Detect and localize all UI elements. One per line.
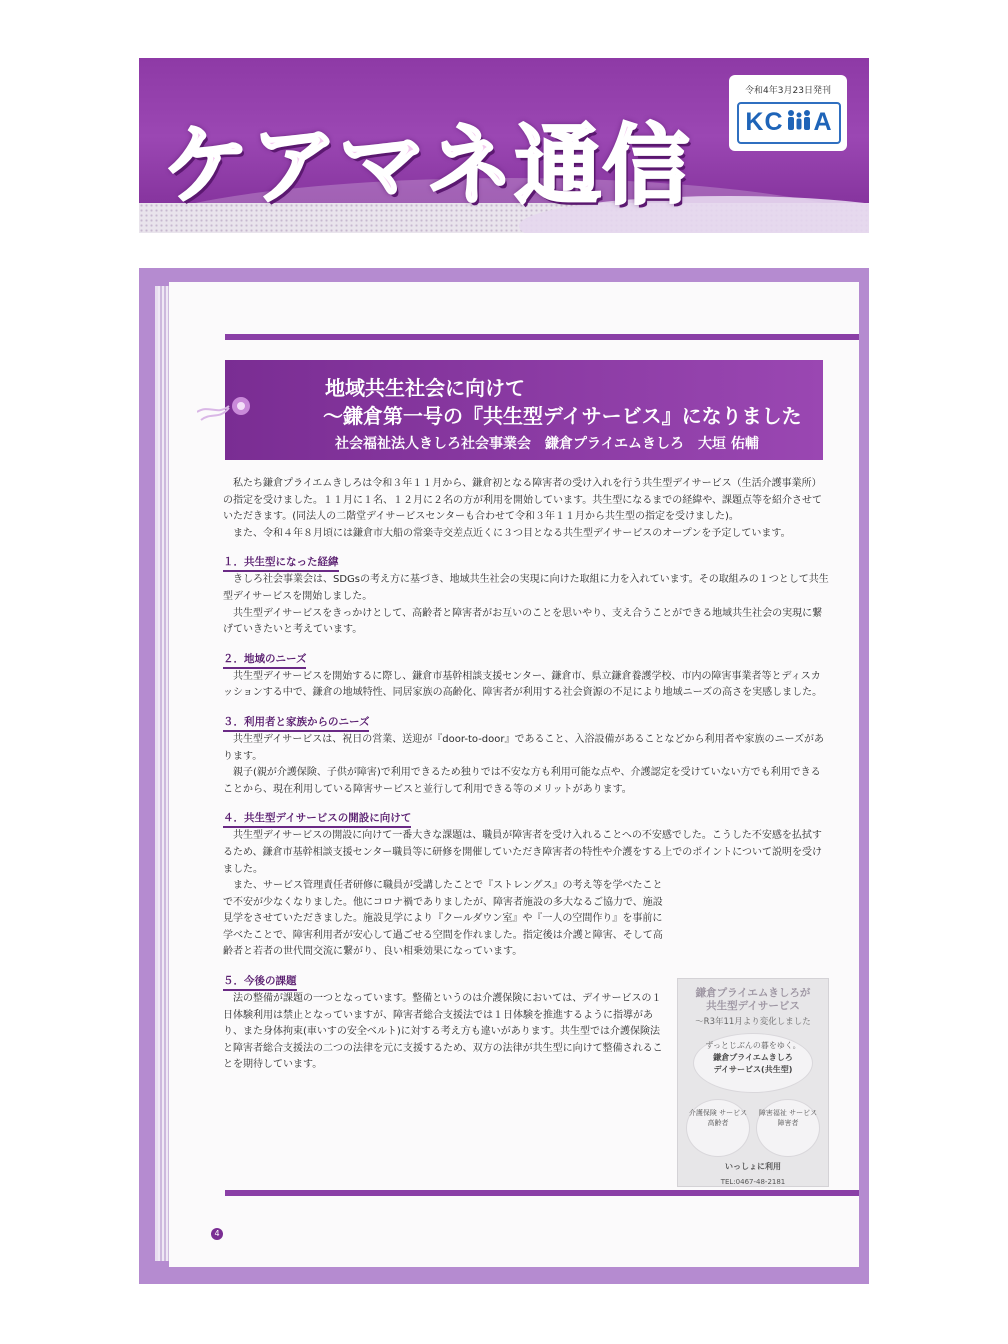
issue-info-box (729, 75, 847, 151)
flyer-phone: TEL:0467-48-2181 (720, 1178, 786, 1186)
section-heading: ４．共生型デイサービスの開設に向けて (223, 811, 411, 828)
day-service-flyer (677, 978, 829, 1187)
scanned-page (139, 268, 869, 1284)
section-paragraph: 共生型デイサービスを開始するに際し、鎌倉市基幹相談支援センター、鎌倉市、県立鎌倉養護学校、市内の障害事業者等とディスカッションする中で、鎌倉の地域特性、同居家族の高齢化、障害者が利用する社会資源の不足により地域ニーズの高さを実感しました。 (223, 670, 823, 699)
section-heading: ３．利用者と家族からのニーズ (223, 715, 369, 732)
issue-date: 令和4年3月23日発刊 (745, 86, 831, 96)
ribbon-flower-icon (197, 386, 257, 426)
flyer-service-row (678, 1099, 828, 1157)
page-number: 4 (211, 1228, 223, 1240)
flyer-disabled-box: 障害福祉 サービス 障害者 (756, 1099, 820, 1157)
article-author: 社会福祉法人きしろ社会事業会 鎌倉プライエムきしろ 大垣 佑輔 (335, 436, 759, 452)
bottom-rule (225, 1190, 859, 1196)
section-paragraph: 法の整備が課題の一つとなっています。整備というのは介護保険においては、デイサービスの１日体験利用は禁止となっていますが、障害者総合支援法では１日体験を推進するように指導があり、また身体拘束(車いすの安全ベルト)に対する考え方も違いがあります。共生型では介護保険法と障害者総合支援法の二つの法律を元に支援するため、双方の法律が共生型に向けて整備されることを期待しています。 (223, 993, 663, 1071)
flyer-center-circle (693, 1033, 813, 1093)
section-paragraph: きしろ社会事業会は、SDGsの考え方に基づき、地域共生社会の実現に向けた取組に力を入れています。その取組みの１つとして共生型デイサービスを開始しました。 (223, 574, 829, 602)
people-logo-icon (784, 108, 814, 134)
kcma-logo: KC A (737, 102, 841, 144)
article-header (225, 360, 823, 460)
newsletter-title: ケアマネ通信 (163, 116, 691, 216)
flyer-slogan: ずっとじぶんの暮をゆく。 (705, 1041, 801, 1050)
flyer-title-line1: 鎌倉プライエムきしろが (695, 987, 811, 999)
article-title-line2: ～鎌倉第一号の『共生型デイサービス』になりました (323, 404, 802, 428)
section-paragraph: 共生型デイサービスの開設に向けて一番大きな課題は、職員が障害者を受け入れることへの不安感でした。こうした不安感を払拭するため、鎌倉市基幹相談支援センター職員等に研修を開催していただき障害者の特性や介護をする上でのポイントについて説明を受けました。 (223, 830, 822, 875)
section-paragraph: 共生型デイサービスは、祝日の営業、送迎が『door-to-door』であること、入浴設備があることなどから利用者や家族のニーズがあります。 (223, 733, 824, 762)
flyer-subtitle: ～R3年11月より変化しました (695, 1017, 811, 1027)
flyer-title-line2: 共生型デイサービス (706, 1000, 800, 1012)
section-heading: ５．今後の課題 (223, 974, 297, 991)
flyer-name1: 鎌倉プライエムきしろ (713, 1053, 793, 1062)
section-paragraph: また、サービス管理責任者研修に職員が受講したことで『ストレングス』の考え等を学べたことで不安が少なくなりました。他にコロナ禍でありましたが、障害者施設の多大なるご協力で、施設見学をさせていただきました。施設見学により『クールダウン室』や『一人の空間作り』を事前に学べたことで、障害利用者が安心して過ごせる空間を作れました。指定後は介護と障害、そして高齢者と若者の世代間交流に繋がり、良い相乗効果になっています。 (223, 880, 663, 958)
flyer-elderly-box: 介護保険 サービス 高齢者 (686, 1099, 750, 1157)
flyer-tagline: いっしょに利用 (725, 1162, 781, 1171)
article-title-line1: 地域共生社会に向けて (325, 376, 525, 400)
section-heading: ２．地域のニーズ (223, 652, 306, 669)
section-heading: １．共生型になった経緯 (223, 555, 339, 572)
newsletter-banner (139, 58, 869, 233)
section-paragraph: 親子(親が介護保険、子供が障害)で利用できるため独りでは不安な方も利用可能な点や、介護認定を受けていない方でも利用できることから、現在利用している障害サービスと並行して利用できる等のメリットがあります。 (223, 767, 821, 795)
intro-paragraph: 私たち鎌倉プライエムきしろは令和３年１１月から、鎌倉初となる障害者の受け入れを行う共生型デイサービス（生活介護事業所）の指定を受けました。１１月に１名、１２月に２名の方が利用を開始しています。共生型になるまでの経緯や、課題点等を紹介させていただきます。(同法人の二階堂デイサービスセンターも合わせて令和３年１１月から共生型の指定を受けました)。 (223, 478, 822, 523)
paper-sheet (169, 282, 859, 1267)
top-rule (225, 334, 859, 340)
section-paragraph: 共生型デイサービスをきっかけとして、高齢者と障害者がお互いのことを思いやり、支え合うことができる地域共生社会の実現に繋げていきたいと考えています。 (223, 607, 823, 636)
intro-paragraph: また、令和４年８月頃には鎌倉市大船の常楽寺交差点近くに３つ目となる共生型デイサービスのオープンを予定しています。 (233, 527, 791, 539)
flyer-name2: デイサービス(共生型) (713, 1065, 793, 1074)
